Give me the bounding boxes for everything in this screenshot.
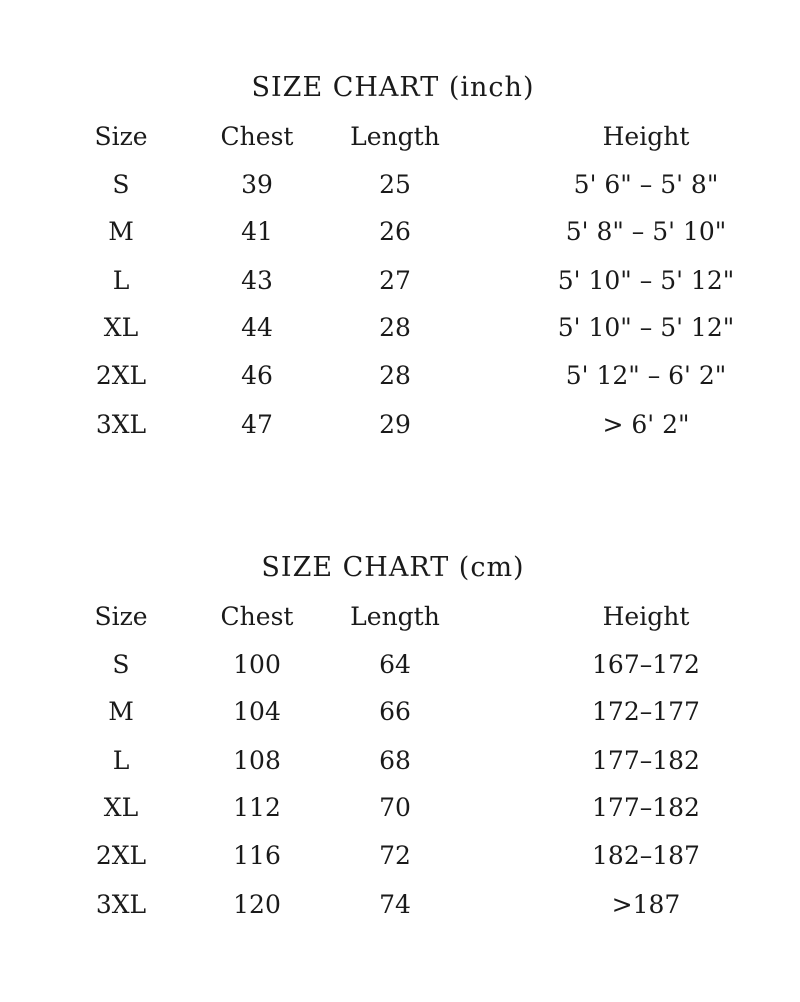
table-header-cm	[0, 599, 800, 635]
cell-height: 182–187	[592, 841, 700, 870]
cell-chest: 116	[233, 841, 281, 870]
cell-size: L	[112, 266, 130, 295]
cell-size: 2XL	[95, 361, 147, 390]
table-row	[0, 214, 800, 250]
cell-length: 66	[379, 697, 411, 726]
table-row	[0, 790, 800, 826]
cell-height: 177–182	[592, 746, 700, 775]
cell-length: 28	[379, 361, 411, 390]
cell-height: >187	[611, 890, 681, 919]
cell-length: 28	[379, 313, 411, 342]
cell-length: 64	[379, 650, 411, 679]
header-height: Height	[602, 122, 690, 151]
table-row	[0, 358, 800, 394]
cell-size: 3XL	[95, 410, 147, 439]
table-row	[0, 694, 800, 730]
cell-height: 5' 8" – 5' 10"	[565, 217, 727, 246]
cell-chest: 120	[233, 890, 281, 919]
cell-size: S	[112, 650, 130, 679]
cell-size: M	[108, 217, 134, 246]
cell-height: 167–172	[592, 650, 700, 679]
cell-chest: 104	[233, 697, 281, 726]
chart-title-inch: SIZE CHART (inch)	[251, 72, 535, 103]
cell-size: 3XL	[95, 890, 147, 919]
cell-length: 70	[379, 793, 411, 822]
cell-length: 74	[379, 890, 411, 919]
table-row	[0, 310, 800, 346]
header-size: Size	[94, 602, 148, 631]
cell-length: 29	[379, 410, 411, 439]
header-chest: Chest	[220, 122, 294, 151]
cell-length: 26	[379, 217, 411, 246]
cell-height: 172–177	[592, 697, 700, 726]
table-row	[0, 407, 800, 443]
cell-chest: 39	[241, 170, 273, 199]
cell-size: L	[112, 746, 130, 775]
chart-title-cm: SIZE CHART (cm)	[261, 552, 525, 583]
cell-chest: 47	[241, 410, 273, 439]
cell-length: 68	[379, 746, 411, 775]
header-height: Height	[602, 602, 690, 631]
header-length: Length	[350, 122, 440, 151]
cell-size: 2XL	[95, 841, 147, 870]
cell-chest: 43	[241, 266, 273, 295]
cell-height: > 6' 2"	[602, 410, 690, 439]
header-length: Length	[350, 602, 440, 631]
cell-size: M	[108, 697, 134, 726]
table-row	[0, 838, 800, 874]
cell-length: 27	[379, 266, 411, 295]
table-row	[0, 167, 800, 203]
cell-chest: 44	[241, 313, 273, 342]
table-row	[0, 647, 800, 683]
cell-length: 25	[379, 170, 411, 199]
table-row	[0, 263, 800, 299]
cell-size: XL	[103, 793, 139, 822]
header-chest: Chest	[220, 602, 294, 631]
cell-height: 5' 10" – 5' 12"	[557, 313, 735, 342]
cell-height: 5' 12" – 6' 2"	[565, 361, 727, 390]
cell-length: 72	[379, 841, 411, 870]
cell-chest: 41	[241, 217, 273, 246]
cell-chest: 108	[233, 746, 281, 775]
cell-size: S	[112, 170, 130, 199]
table-row	[0, 887, 800, 923]
header-size: Size	[94, 122, 148, 151]
cell-height: 5' 10" – 5' 12"	[557, 266, 735, 295]
cell-chest: 46	[241, 361, 273, 390]
cell-chest: 100	[233, 650, 281, 679]
table-row	[0, 743, 800, 779]
cell-chest: 112	[233, 793, 281, 822]
table-header-inch	[0, 119, 800, 155]
cell-height: 177–182	[592, 793, 700, 822]
cell-size: XL	[103, 313, 139, 342]
cell-height: 5' 6" – 5' 8"	[573, 170, 719, 199]
